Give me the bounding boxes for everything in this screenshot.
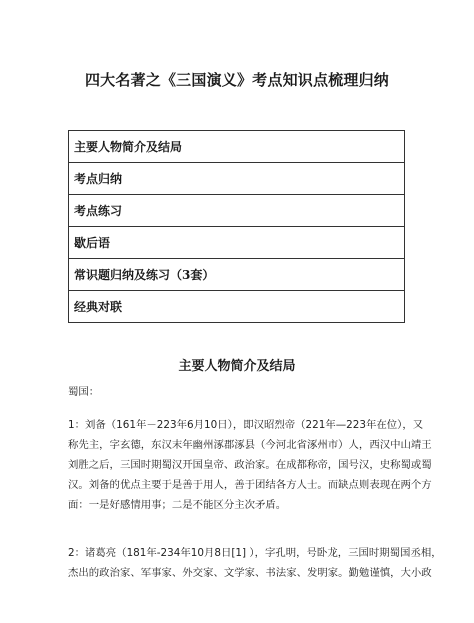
toc-row	[69, 259, 405, 291]
text-line: 蜀国：	[68, 386, 100, 398]
shu-kingdom-label	[68, 382, 408, 402]
toc-row	[69, 131, 405, 163]
toc-item: 考点归纳	[69, 163, 405, 195]
toc-item: 经典对联	[69, 291, 405, 323]
toc-item: 常识题归纳及练习（3套）	[69, 259, 405, 291]
toc-row	[69, 163, 405, 195]
text-line: 杰出的政治家、军事家、外交家、文学家、书法家、发明家。勤勉谨慎，大小政	[68, 567, 432, 579]
toc-item: 考点练习	[69, 195, 405, 227]
liubei-paragraph	[68, 415, 432, 515]
toc-row	[69, 195, 405, 227]
text-line: 称先主，字玄德，东汉末年幽州涿郡涿县（今河北省涿州市）人，西汉中山靖王	[68, 439, 432, 451]
table-of-contents	[68, 130, 405, 323]
toc-item: 歇后语	[69, 227, 405, 259]
zhuge-liang-paragraph	[68, 543, 442, 583]
section-heading: 主要人物简介及结局	[178, 359, 296, 374]
text-line: 1：刘备（161年－223年6月10日），即汉昭烈帝（221年—223年在位），又	[68, 419, 424, 431]
toc-row	[69, 227, 405, 259]
text-line: 面：一是好感情用事；二是不能区分主次矛盾。	[68, 499, 287, 511]
toc-item: 主要人物简介及结局	[69, 131, 405, 163]
text-line: 汉。刘备的优点主要于是善于用人，善于团结各方人士。而缺点则表现在两个方	[68, 479, 432, 491]
text-line: 2：诸葛亮（181年-234年10月8日[1] ），字孔明，号卧龙，三国时期蜀国丞相，	[68, 547, 442, 559]
toc-row	[69, 291, 405, 323]
document-title: 四大名著之《三国演义》考点知识点梳理归纳	[84, 71, 389, 89]
text-line: 刘胜之后，三国时期蜀汉开国皇帝、政治家。在成都称帝，国号汉，史称蜀或蜀	[68, 459, 432, 471]
